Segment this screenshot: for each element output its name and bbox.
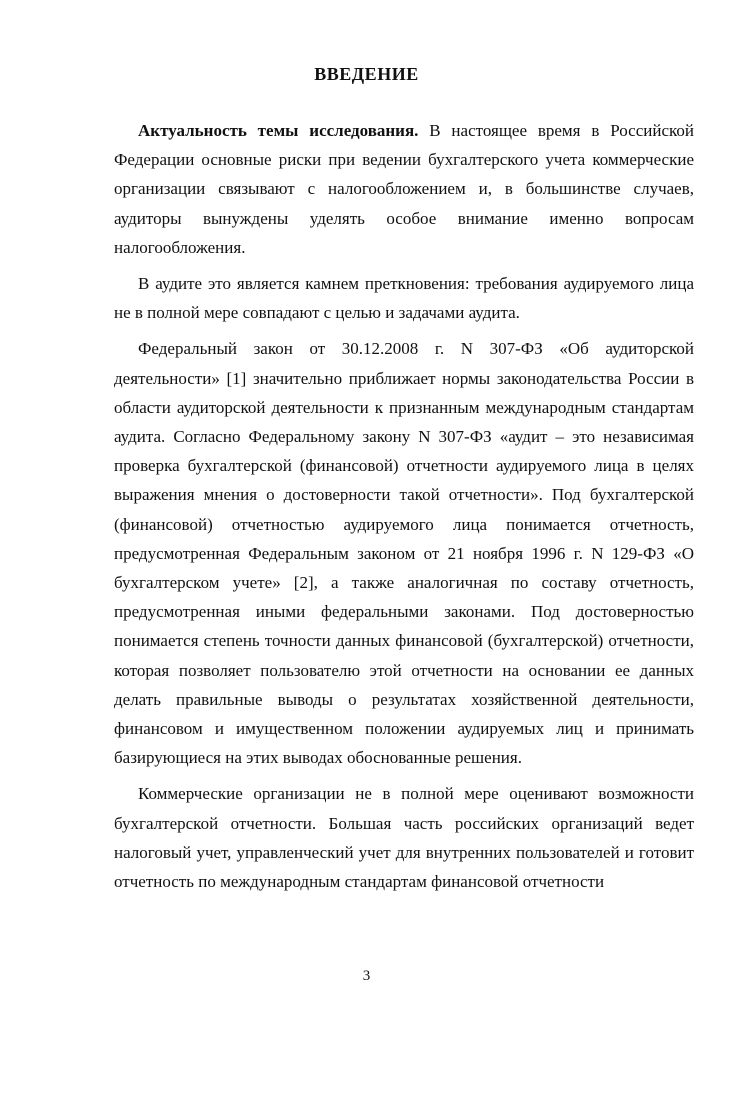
paragraph-text: В настоящее время в Российской Федерации основные риски при ведении бухгалтерского учета коммерческие организации связывают с налогообложением и, в большинстве случаев, аудиторы вынуждены уделять особое внимание именно вопросам налогообложения. (114, 121, 694, 257)
paragraph-relevance (114, 116, 694, 262)
paragraph-audit-obstacle: В аудите это является камнем преткновения: требования аудируемого лица не в полной мере совпадают с целью и задачами аудита. (114, 274, 694, 323)
document-body (114, 116, 694, 896)
paragraph-commercial-organizations: Коммерческие организации не в полной мере оценивают возможности бухгалтерской отчетности. Большая часть российских организаций ведет налоговый учет, управленческий учет для внутренних пользователей и готовит отчетность по международным стандартам финансовой отчетности (114, 784, 694, 892)
paragraph-federal-law: Федеральный закон от 30.12.2008 г. N 307-ФЗ «Об аудиторской деятельности» [1] значительно приближает нормы законодательства России в области аудиторской деятельности к признанным международным стандартам аудита. Согласно Федеральному закону N 307-ФЗ «аудит – это независимая проверка бухгалтерской (финансовой) отчетности аудируемого лица в целях выражения мнения о достоверности такой отчетности». Под бухгалтерской (финансовой) отчетностью аудируемого лица понимается отчетность, предусмотренная Федеральным законом от 21 ноября 1996 г. N 129-ФЗ «О бухгалтерском учете» [2], а также аналогичная по составу отчетность, предусмотренная иными федеральными законами. Под достоверностью понимается степень точности данных финансовой (бухгалтерской) отчетности, которая позволяет пользователю этой отчетности на основании ее данных делать правильные выводы о результатах хозяйственной деятельности, финансовом и имущественном положении аудируемых лиц и принимать базирующиеся на этих выводах обоснованные решения. (114, 339, 694, 768)
page-number: 3 (362, 968, 371, 984)
paragraph-lead: Актуальность темы исследования. (138, 121, 419, 140)
page-title: ВВЕДЕНИЕ (314, 64, 419, 84)
